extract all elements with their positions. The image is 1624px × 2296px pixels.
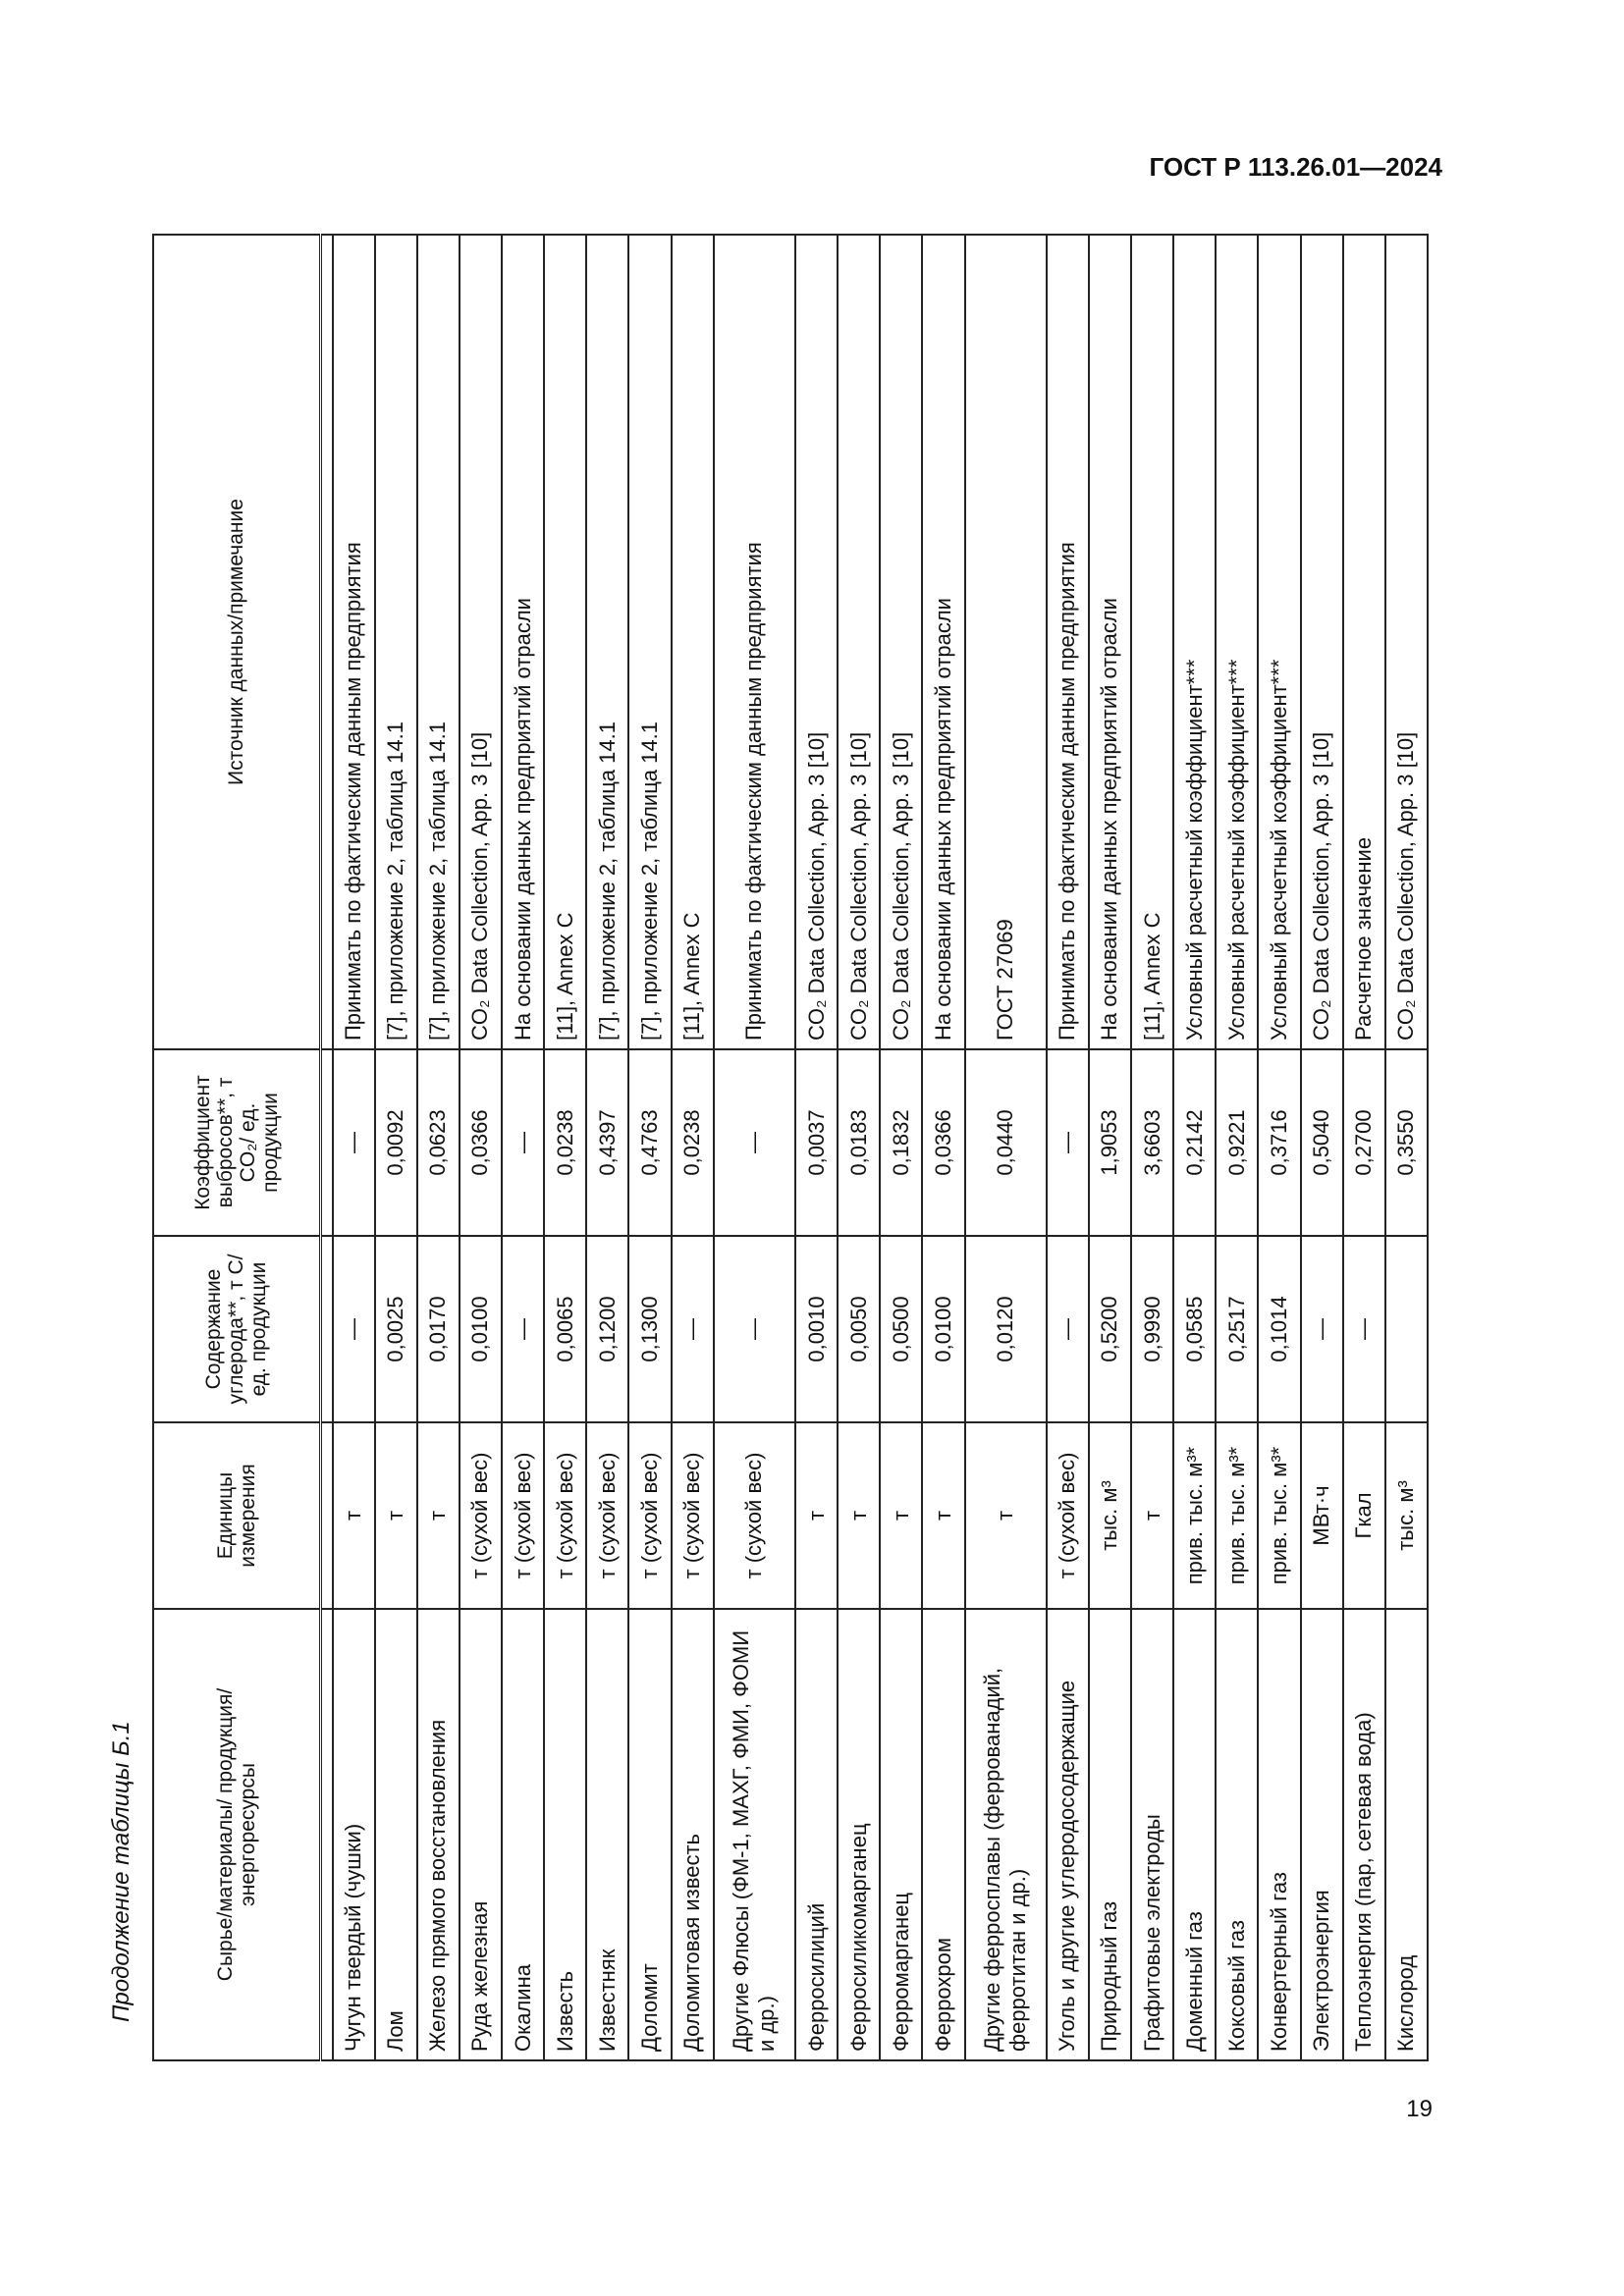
cell-carbon: — xyxy=(1047,1236,1089,1422)
cell-material: Руда железная xyxy=(460,1609,502,2060)
cell-material: Известняк xyxy=(586,1609,628,2060)
cell-unit: т (сухой вес) xyxy=(672,1422,714,1609)
cell-material: Лом xyxy=(375,1609,417,2060)
cell-unit: прив. тыс. м³* xyxy=(1258,1422,1300,1609)
table-row xyxy=(795,235,838,2060)
table-row xyxy=(628,235,671,2060)
cell-carbon xyxy=(1385,1236,1428,1422)
table-row xyxy=(375,235,417,2060)
cell-coef: 0,1832 xyxy=(880,1049,922,1236)
table-body xyxy=(320,235,1428,2060)
cell-material: Феррохром xyxy=(922,1609,964,2060)
cell-carbon: 0,1200 xyxy=(586,1236,628,1422)
table-row xyxy=(1216,235,1258,2060)
cell-carbon: 0,1014 xyxy=(1258,1236,1300,1422)
cell-unit: Гкал xyxy=(1343,1422,1385,1609)
cell-source: Условный расчетный коэффициент*** xyxy=(1258,235,1300,1049)
cell-coef: 1,9053 xyxy=(1089,1049,1131,1236)
cell-source: На основании данных предприятий отрасли xyxy=(1089,235,1131,1049)
cell-coef: 0,3716 xyxy=(1258,1049,1300,1236)
cell-unit: т (сухой вес) xyxy=(544,1422,586,1609)
table-row xyxy=(417,235,460,2060)
cell-carbon: 0,1300 xyxy=(628,1236,671,1422)
header-coef: Коэффициент выбросов**, т CO₂/ ед. продукции xyxy=(153,1049,320,1236)
cell-unit: т (сухой вес) xyxy=(460,1422,502,1609)
cell-material: Конвертерный газ xyxy=(1258,1609,1300,2060)
cell-material: Природный газ xyxy=(1089,1609,1131,2060)
cell-material: Электроэнергия xyxy=(1301,1609,1343,2060)
table-row xyxy=(922,235,964,2060)
cell-carbon: 0,0010 xyxy=(795,1236,838,1422)
cell-carbon: 0,9990 xyxy=(1131,1236,1173,1422)
cell-material: Ферросилиций xyxy=(795,1609,838,2060)
cell-coef: 0,0623 xyxy=(417,1049,460,1236)
cell-carbon: 0,0120 xyxy=(965,1236,1047,1422)
cell-carbon: — xyxy=(333,1236,375,1422)
cell-coef: 0,5040 xyxy=(1301,1049,1343,1236)
cell-source: Расчетное значение xyxy=(1343,235,1385,1049)
table-row xyxy=(838,235,880,2060)
cell-material: Графитовые электроды xyxy=(1131,1609,1173,2060)
cell-source: [7], приложение 2, таблица 14.1 xyxy=(628,235,671,1049)
cell-coef: — xyxy=(333,1049,375,1236)
cell-coef: 0,0366 xyxy=(922,1049,964,1236)
cell-unit: т xyxy=(795,1422,838,1609)
cell-material: Окалина xyxy=(502,1609,544,2060)
cell-unit: т xyxy=(965,1422,1047,1609)
cell-material: Ферромарганец xyxy=(880,1609,922,2060)
cell-unit: т xyxy=(922,1422,964,1609)
cell-coef: — xyxy=(1047,1049,1089,1236)
cell-coef: 0,4763 xyxy=(628,1049,671,1236)
cell-source: [11], Annex C xyxy=(672,235,714,1049)
cell-unit: т xyxy=(417,1422,460,1609)
table-row xyxy=(714,235,795,2060)
cell-source: [7], приложение 2, таблица 14.1 xyxy=(375,235,417,1049)
cell-coef: 0,0238 xyxy=(672,1049,714,1236)
document-code: ГОСТ Р 113.26.01—2024 xyxy=(1149,152,1442,182)
cell-unit: тыс. м³ xyxy=(1385,1422,1428,1609)
cell-coef: 0,0092 xyxy=(375,1049,417,1236)
table-row xyxy=(1258,235,1300,2060)
cell-source: Условный расчетный коэффициент*** xyxy=(1173,235,1216,1049)
cell-unit: т xyxy=(375,1422,417,1609)
cell-unit: тыс. м³ xyxy=(1089,1422,1131,1609)
cell-source: CO₂ Data Collection, App. 3 [10] xyxy=(1385,235,1428,1049)
cell-material: Чугун твердый (чушки) xyxy=(333,1609,375,2060)
cell-unit: т xyxy=(1131,1422,1173,1609)
header-material: Сырье/материалы/ продукция/энергоресурсы xyxy=(153,1609,320,2060)
table-row xyxy=(1131,235,1173,2060)
table-row xyxy=(586,235,628,2060)
cell-source: CO₂ Data Collection, App. 3 [10] xyxy=(880,235,922,1049)
cell-coef: 0,3550 xyxy=(1385,1049,1428,1236)
table-row xyxy=(1089,235,1131,2060)
cell-carbon: 0,0585 xyxy=(1173,1236,1216,1422)
cell-source: CO₂ Data Collection, App. 3 [10] xyxy=(1301,235,1343,1049)
cell-carbon: 0,0100 xyxy=(460,1236,502,1422)
table-row xyxy=(1301,235,1343,2060)
cell-material: Теплоэнергия (пар, сетевая вода) xyxy=(1343,1609,1385,2060)
table-row xyxy=(1173,235,1216,2060)
cell-unit: т (сухой вес) xyxy=(628,1422,671,1609)
cell-coef: 3,6603 xyxy=(1131,1049,1173,1236)
table-row xyxy=(502,235,544,2060)
cell-source: CO₂ Data Collection, App. 3 [10] xyxy=(460,235,502,1049)
cell-source: [7], приложение 2, таблица 14.1 xyxy=(586,235,628,1049)
cell-unit: т xyxy=(333,1422,375,1609)
cell-unit: т (сухой вес) xyxy=(502,1422,544,1609)
table-row xyxy=(1385,235,1428,2060)
cell-coef: 0,0238 xyxy=(544,1049,586,1236)
table-row xyxy=(460,235,502,2060)
table-row xyxy=(1047,235,1089,2060)
cell-source: ГОСТ 27069 xyxy=(965,235,1047,1049)
rotated-table-wrapper xyxy=(152,236,1429,2061)
table-header-row xyxy=(153,235,320,2060)
table-row xyxy=(672,235,714,2060)
cell-coef: 0,0037 xyxy=(795,1049,838,1236)
cell-coef: 0,0366 xyxy=(460,1049,502,1236)
cell-source: [7], приложение 2, таблица 14.1 xyxy=(417,235,460,1049)
cell-material: Доломит xyxy=(628,1609,671,2060)
cell-material: Другие ферросплавы (феррованадий, ферротитан и др.) xyxy=(965,1609,1047,2060)
cell-source: [11], Annex C xyxy=(544,235,586,1049)
table-continuation-caption: Продолжение таблицы Б.1 xyxy=(108,1721,135,2022)
cell-carbon: 0,0170 xyxy=(417,1236,460,1422)
cell-carbon: 0,2517 xyxy=(1216,1236,1258,1422)
cell-source: Принимать по фактическим данным предприятия xyxy=(1047,235,1089,1049)
table-row xyxy=(1343,235,1385,2060)
cell-source: Условный расчетный коэффициент*** xyxy=(1216,235,1258,1049)
cell-coef: 0,0183 xyxy=(838,1049,880,1236)
cell-carbon: — xyxy=(502,1236,544,1422)
cell-coef: — xyxy=(502,1049,544,1236)
cell-carbon: — xyxy=(714,1236,795,1422)
cell-carbon: — xyxy=(1301,1236,1343,1422)
cell-carbon: — xyxy=(672,1236,714,1422)
table-row xyxy=(965,235,1047,2060)
cell-material: Доломитовая известь xyxy=(672,1609,714,2060)
cell-carbon: — xyxy=(1343,1236,1385,1422)
cell-coef: 0,0440 xyxy=(965,1049,1047,1236)
cell-coef: 0,4397 xyxy=(586,1049,628,1236)
cell-material: Ферросиликомарганец xyxy=(838,1609,880,2060)
page-number: 19 xyxy=(1406,2096,1433,2122)
cell-material: Уголь и другие углеродосодержащие xyxy=(1047,1609,1089,2060)
cell-carbon: 0,0065 xyxy=(544,1236,586,1422)
cell-material: Известь xyxy=(544,1609,586,2060)
cell-source: На основании данных предприятий отрасли xyxy=(502,235,544,1049)
cell-material: Железо прямого восстановления xyxy=(417,1609,460,2060)
cell-coef: 0,2142 xyxy=(1173,1049,1216,1236)
emission-factors-table xyxy=(152,234,1429,2061)
cell-carbon: 0,0100 xyxy=(922,1236,964,1422)
cell-carbon: 0,0500 xyxy=(880,1236,922,1422)
cell-source: [11], Annex C xyxy=(1131,235,1173,1049)
cell-coef: 0,9221 xyxy=(1216,1049,1258,1236)
table-row xyxy=(333,235,375,2060)
table-row xyxy=(880,235,922,2060)
cell-coef: 0,2700 xyxy=(1343,1049,1385,1236)
cell-material: Доменный газ xyxy=(1173,1609,1216,2060)
table-row xyxy=(544,235,586,2060)
cell-unit: т (сухой вес) xyxy=(1047,1422,1089,1609)
cell-carbon: 0,0025 xyxy=(375,1236,417,1422)
header-source: Источник данных/примечание xyxy=(153,235,320,1049)
header-unit: Единицы измерения xyxy=(153,1422,320,1609)
cell-carbon: 0,0050 xyxy=(838,1236,880,1422)
cell-unit: т (сухой вес) xyxy=(714,1422,795,1609)
cell-unit: прив. тыс. м³* xyxy=(1173,1422,1216,1609)
cell-unit: т xyxy=(880,1422,922,1609)
cell-source: Принимать по фактическим данным предприятия xyxy=(714,235,795,1049)
cell-source: CO₂ Data Collection, App. 3 [10] xyxy=(795,235,838,1049)
cell-unit: прив. тыс. м³* xyxy=(1216,1422,1258,1609)
cell-coef: — xyxy=(714,1049,795,1236)
header-carbon: Содержание углерода**, т С/ ед. продукции xyxy=(153,1236,320,1422)
cell-source: Принимать по фактическим данным предприятия xyxy=(333,235,375,1049)
cell-unit: МВт·ч xyxy=(1301,1422,1343,1609)
cell-unit: т xyxy=(838,1422,880,1609)
header-separator xyxy=(320,235,333,2060)
cell-material: Коксовый газ xyxy=(1216,1609,1258,2060)
cell-material: Другие Флюсы (ФМ-1, МАХГ, ФМИ, ФОМИ и др.) xyxy=(714,1609,795,2060)
cell-source: На основании данных предприятий отрасли xyxy=(922,235,964,1049)
cell-source: CO₂ Data Collection, App. 3 [10] xyxy=(838,235,880,1049)
cell-unit: т (сухой вес) xyxy=(586,1422,628,1609)
cell-carbon: 0,5200 xyxy=(1089,1236,1131,1422)
cell-material: Кислород xyxy=(1385,1609,1428,2060)
